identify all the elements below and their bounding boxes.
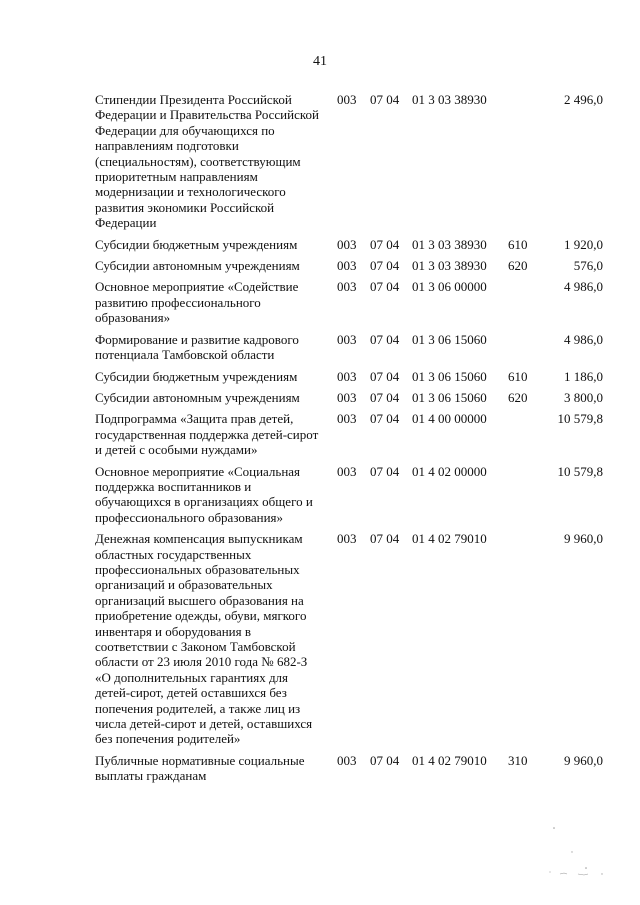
row-section: 07 04 <box>370 411 400 427</box>
table-row <box>0 279 640 325</box>
table-row <box>0 369 640 384</box>
row-section: 07 04 <box>370 531 400 547</box>
row-csr: 01 4 02 79010 <box>412 531 487 547</box>
row-section: 07 04 <box>370 368 400 384</box>
row-ved: 003 <box>337 411 357 427</box>
row-amount: 10 579,8 <box>557 463 603 479</box>
table-row <box>0 531 640 747</box>
row-ved: 003 <box>337 463 357 479</box>
row-ved: 003 <box>337 531 357 547</box>
row-ved: 003 <box>337 368 357 384</box>
row-name: Денежная компенсация выпускникам областных государственных профессиональных образовательных организаций и образовательных организаций высшего образования на приобретение одежды, обуви, мягкого инвентаря и оборудования в соответствии с Законом Тамбовской области от 23 июля 2010 года № 682-З «О дополнительных гарантиях для детей-сирот, детей оставшихся без попечения родителей, а также лиц из числа детей-сирот и детей, оставшихся без попечения родителей» <box>95 531 313 747</box>
row-csr: 01 3 03 38930 <box>412 258 487 274</box>
row-vr: 610 <box>508 368 528 384</box>
row-csr: 01 3 06 15060 <box>412 368 487 384</box>
row-amount: 3 800,0 <box>564 389 603 405</box>
row-section: 07 04 <box>370 752 400 768</box>
scan-specks <box>520 822 610 892</box>
row-vr: 310 <box>508 752 528 768</box>
row-amount: 1 186,0 <box>564 368 603 384</box>
table-row <box>0 237 640 252</box>
row-csr: 01 3 03 38930 <box>412 236 487 252</box>
row-vr: 610 <box>508 236 528 252</box>
row-amount: 10 579,8 <box>557 411 603 427</box>
row-amount: 9 960,0 <box>564 531 603 547</box>
row-amount: 4 986,0 <box>564 331 603 347</box>
row-name: Стипендии Президента Российской Федерации и Правительства Российской Федерации для обучающихся по направлениям подготовки (специальностям), соответствующим приоритетным направлениям модернизации и технологического развития экономики Российской Федерации <box>95 92 319 231</box>
row-ved: 003 <box>337 389 357 405</box>
table-row <box>0 753 640 784</box>
row-section: 07 04 <box>370 279 400 295</box>
row-amount: 2 496,0 <box>564 92 603 107</box>
row-amount: 1 920,0 <box>564 236 603 252</box>
row-name: Основное мероприятие «Содействие развитию профессионального образования» <box>95 279 299 326</box>
row-section: 07 04 <box>370 92 400 107</box>
table-row <box>0 411 640 457</box>
table-row <box>0 332 640 363</box>
row-csr: 01 3 06 00000 <box>412 279 487 295</box>
row-name: Субсидии бюджетным учреждениям <box>95 236 298 252</box>
row-csr: 01 4 00 00000 <box>412 411 487 427</box>
row-csr: 01 4 02 79010 <box>412 752 487 768</box>
row-section: 07 04 <box>370 389 400 405</box>
row-name: Субсидии автономным учреждениям <box>95 389 300 405</box>
row-vr: 620 <box>508 258 528 274</box>
row-ved: 003 <box>337 752 357 768</box>
table-row <box>0 258 640 273</box>
row-csr: 01 3 06 15060 <box>412 331 487 347</box>
row-csr: 01 3 03 38930 <box>412 92 487 107</box>
row-ved: 003 <box>337 331 357 347</box>
row-section: 07 04 <box>370 463 400 479</box>
row-ved: 003 <box>337 236 357 252</box>
row-name: Формирование и развитие кадрового потенциала Тамбовской области <box>95 331 299 363</box>
table-row <box>0 464 640 526</box>
page-number: 41 <box>313 54 327 69</box>
row-name: Субсидии автономным учреждениям <box>95 258 300 274</box>
row-csr: 01 3 06 15060 <box>412 389 487 405</box>
row-name: Публичные нормативные социальные выплаты гражданам <box>95 752 305 784</box>
row-vr: 620 <box>508 389 528 405</box>
row-amount: 576,0 <box>573 258 603 274</box>
row-ved: 003 <box>337 92 357 107</box>
row-amount: 4 986,0 <box>564 279 603 295</box>
row-csr: 01 4 02 00000 <box>412 463 487 479</box>
table-row <box>0 92 640 231</box>
row-amount: 9 960,0 <box>564 752 603 768</box>
row-ved: 003 <box>337 279 357 295</box>
row-name: Основное мероприятие «Социальная поддержка воспитанников и обучающихся в организациях общего и профессионального образования» <box>95 463 313 525</box>
budget-table <box>0 92 640 790</box>
row-ved: 003 <box>337 258 357 274</box>
row-name: Субсидии бюджетным учреждениям <box>95 368 298 384</box>
row-section: 07 04 <box>370 331 400 347</box>
row-section: 07 04 <box>370 258 400 274</box>
row-section: 07 04 <box>370 236 400 252</box>
table-row <box>0 390 640 405</box>
row-name: Подпрограмма «Защита прав детей, государственная поддержка детей-сирот и детей с особыми нуждами» <box>95 411 319 458</box>
